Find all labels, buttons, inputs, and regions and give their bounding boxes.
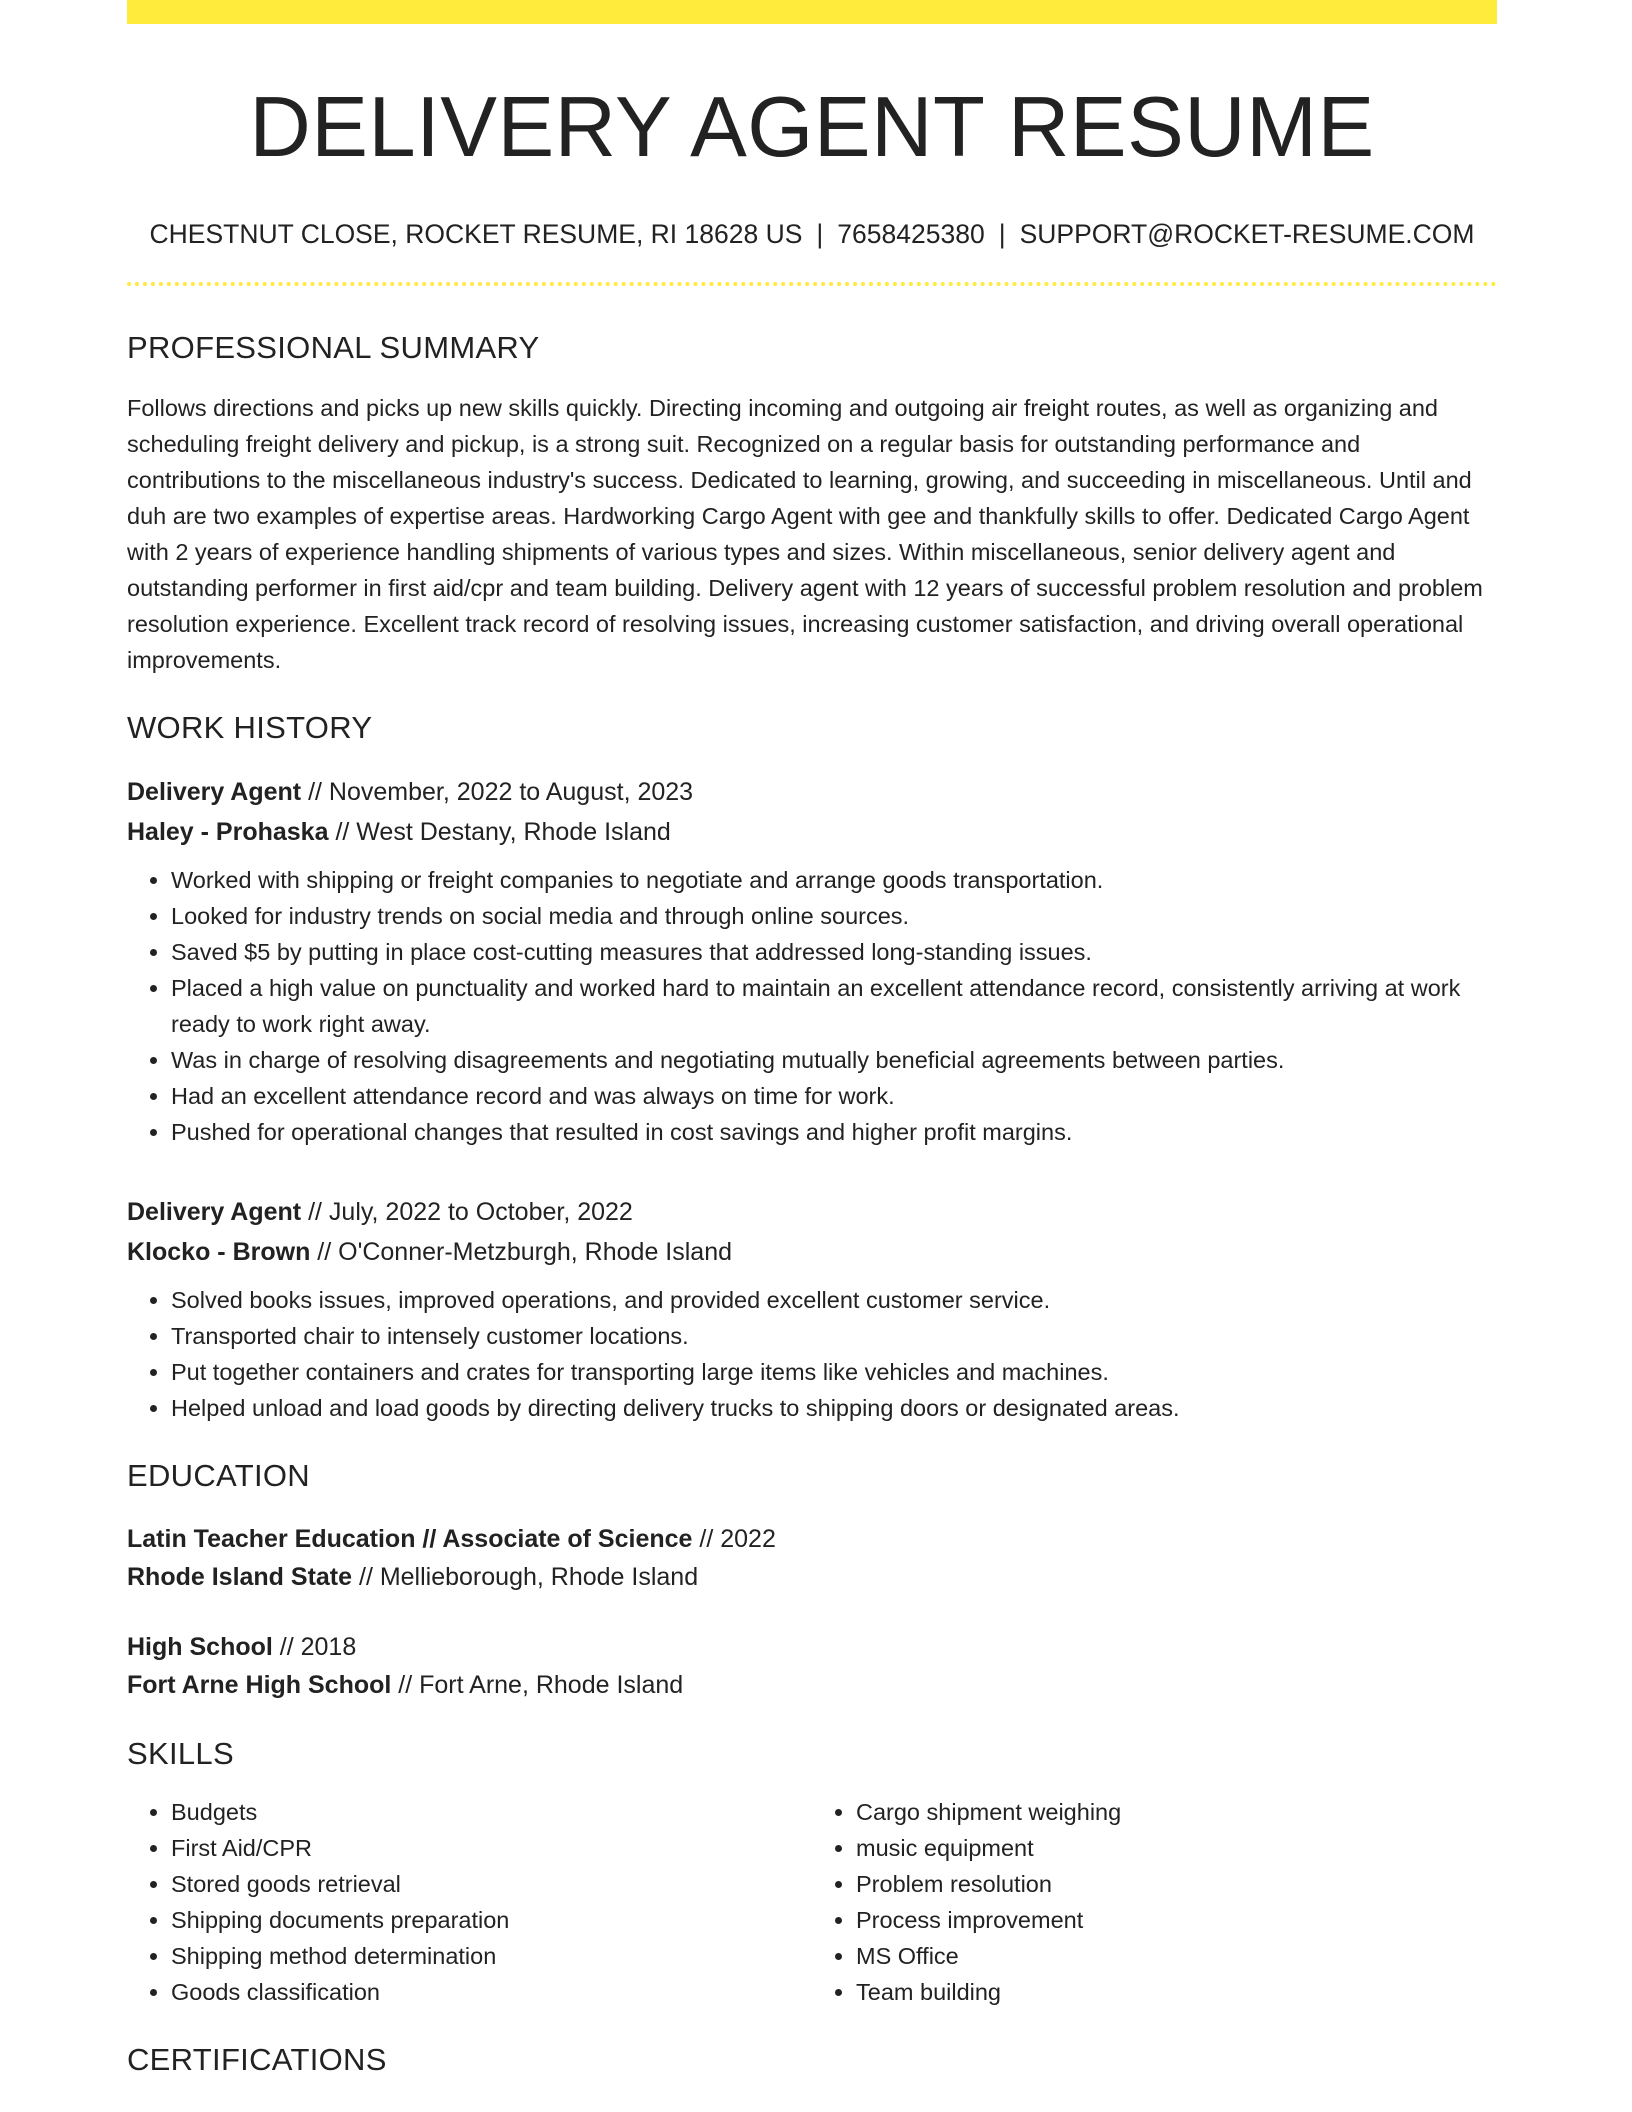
skill-item: • MS Office xyxy=(856,1938,1497,1974)
job-entry xyxy=(127,772,1497,1150)
job-bullets xyxy=(127,1282,1497,1426)
skills-list-right xyxy=(812,1794,1497,2010)
skills-section xyxy=(127,1736,1497,2010)
job-title: Delivery Agent xyxy=(127,778,302,807)
education-degree: Latin Teacher Education // Associate of Science xyxy=(127,1525,693,1554)
skill-item: • music equipment xyxy=(856,1830,1497,1866)
resume-title: DELIVERY AGENT RESUME xyxy=(249,80,1375,175)
contact-email: SUPPORT@ROCKET-RESUME.COM xyxy=(1019,218,1475,249)
skill-item: • Goods classification xyxy=(171,1974,812,2010)
job-company-line xyxy=(127,812,1497,852)
job-bullet: • Helped unload and load goods by directing delivery trucks to shipping doors or designated areas. xyxy=(171,1390,1497,1426)
job-company-line xyxy=(127,1232,1497,1272)
skills-heading: SKILLS xyxy=(127,1736,234,1772)
education-degree-line xyxy=(127,1520,1497,1558)
education-entry xyxy=(127,1520,1497,1596)
skill-item: • Budgets xyxy=(171,1794,812,1830)
contact-address: CHESTNUT CLOSE, ROCKET RESUME, RI 18628 US xyxy=(149,218,803,249)
education-heading: EDUCATION xyxy=(127,1458,310,1494)
skill-item: • Cargo shipment weighing xyxy=(856,1794,1497,1830)
education-school-line xyxy=(127,1558,1497,1596)
job-bullet: • Had an excellent attendance record and was always on time for work. xyxy=(171,1078,1497,1114)
job-title: Delivery Agent xyxy=(127,1198,302,1227)
education-location: // Fort Arne, Rhode Island xyxy=(391,1671,684,1700)
skill-item: • Team building xyxy=(856,1974,1497,2010)
skill-item: • Shipping method determination xyxy=(171,1938,812,1974)
contact-separator: | xyxy=(816,218,824,249)
job-bullet: • Pushed for operational changes that resulted in cost savings and higher profit margins. xyxy=(171,1114,1497,1150)
job-bullets xyxy=(127,862,1497,1150)
job-dates: // November, 2022 to August, 2023 xyxy=(301,778,694,807)
contact-phone: 7658425380 xyxy=(837,218,985,249)
work-history-section xyxy=(127,710,1497,1426)
job-bullet: • Solved books issues, improved operations, and provided excellent customer service. xyxy=(171,1282,1497,1318)
contact-line xyxy=(127,219,1497,251)
job-title-line xyxy=(127,1192,1497,1232)
resume-page xyxy=(127,0,1497,2078)
top-accent-bar xyxy=(127,0,1497,24)
job-entry xyxy=(127,1192,1497,1426)
job-bullet: • Saved $5 by putting in place cost-cutting measures that addressed long-standing issues. xyxy=(171,934,1497,970)
education-year: // 2018 xyxy=(272,1633,357,1662)
skills-columns xyxy=(127,1794,1497,2010)
education-school: Rhode Island State xyxy=(127,1563,353,1592)
skills-list-left xyxy=(127,1794,812,2010)
certifications-heading: CERTIFICATIONS xyxy=(127,2042,387,2078)
work-history-heading: WORK HISTORY xyxy=(127,710,373,746)
job-dates: // July, 2022 to October, 2022 xyxy=(301,1198,633,1227)
education-section xyxy=(127,1458,1497,1704)
job-bullet: • Was in charge of resolving disagreements and negotiating mutually beneficial agreements between parties. xyxy=(171,1042,1497,1078)
job-bullet: • Placed a high value on punctuality and worked hard to maintain an excellent attendance record, consistently arriving at work ready to work right away. xyxy=(171,970,1497,1042)
education-entry xyxy=(127,1628,1497,1704)
job-title-line xyxy=(127,772,1497,812)
summary-heading: PROFESSIONAL SUMMARY xyxy=(127,330,540,366)
education-school: Fort Arne High School xyxy=(127,1671,392,1700)
job-company: Haley - Prohaska xyxy=(127,818,329,847)
job-location: // O'Conner-Metzburgh, Rhode Island xyxy=(310,1238,732,1267)
education-degree: High School xyxy=(127,1633,273,1662)
certifications-section xyxy=(127,2042,1497,2078)
education-year: // 2022 xyxy=(692,1525,776,1554)
skill-item: • Problem resolution xyxy=(856,1866,1497,1902)
job-bullet: • Worked with shipping or freight companies to negotiate and arrange goods transportation. xyxy=(171,862,1497,898)
job-location: // West Destany, Rhode Island xyxy=(328,818,671,847)
education-school-line xyxy=(127,1666,1497,1704)
summary-text: Follows directions and picks up new skills quickly. Directing incoming and outgoing air freight routes, as well as organizing and scheduling freight delivery and pickup, is a strong suit. Recognized on a regular basis for outstanding performance and contributions to the miscellaneous industry's success. Dedicated to learning, growing, and succeeding in miscellaneous. Until and duh are two examples of expertise areas. Hardworking Cargo Agent with gee and thankfully skills to offer. Dedicated Cargo Agent with 2 years of experience handling shipments of various types and sizes. Within miscellaneous, senior delivery agent and outstanding performer in first aid/cpr and team building. Delivery agent with 12 years of successful problem resolution and problem resolution experience. Excellent track record of resolving issues, increasing customer satisfaction, and driving overall operational improvements. xyxy=(127,395,1483,674)
education-degree-line xyxy=(127,1628,1497,1666)
skill-item: • Shipping documents preparation xyxy=(171,1902,812,1938)
job-company: Klocko - Brown xyxy=(127,1238,311,1267)
skill-item: • Process improvement xyxy=(856,1902,1497,1938)
job-bullet: • Transported chair to intensely customer locations. xyxy=(171,1318,1497,1354)
education-location: // Mellieborough, Rhode Island xyxy=(352,1563,699,1592)
job-bullet: • Put together containers and crates for transporting large items like vehicles and machines. xyxy=(171,1354,1497,1390)
header-divider xyxy=(127,282,1497,286)
contact-separator: | xyxy=(998,218,1006,249)
skill-item: • First Aid/CPR xyxy=(171,1830,812,1866)
job-bullet: • Looked for industry trends on social media and through online sources. xyxy=(171,898,1497,934)
skill-item: • Stored goods retrieval xyxy=(171,1866,812,1902)
